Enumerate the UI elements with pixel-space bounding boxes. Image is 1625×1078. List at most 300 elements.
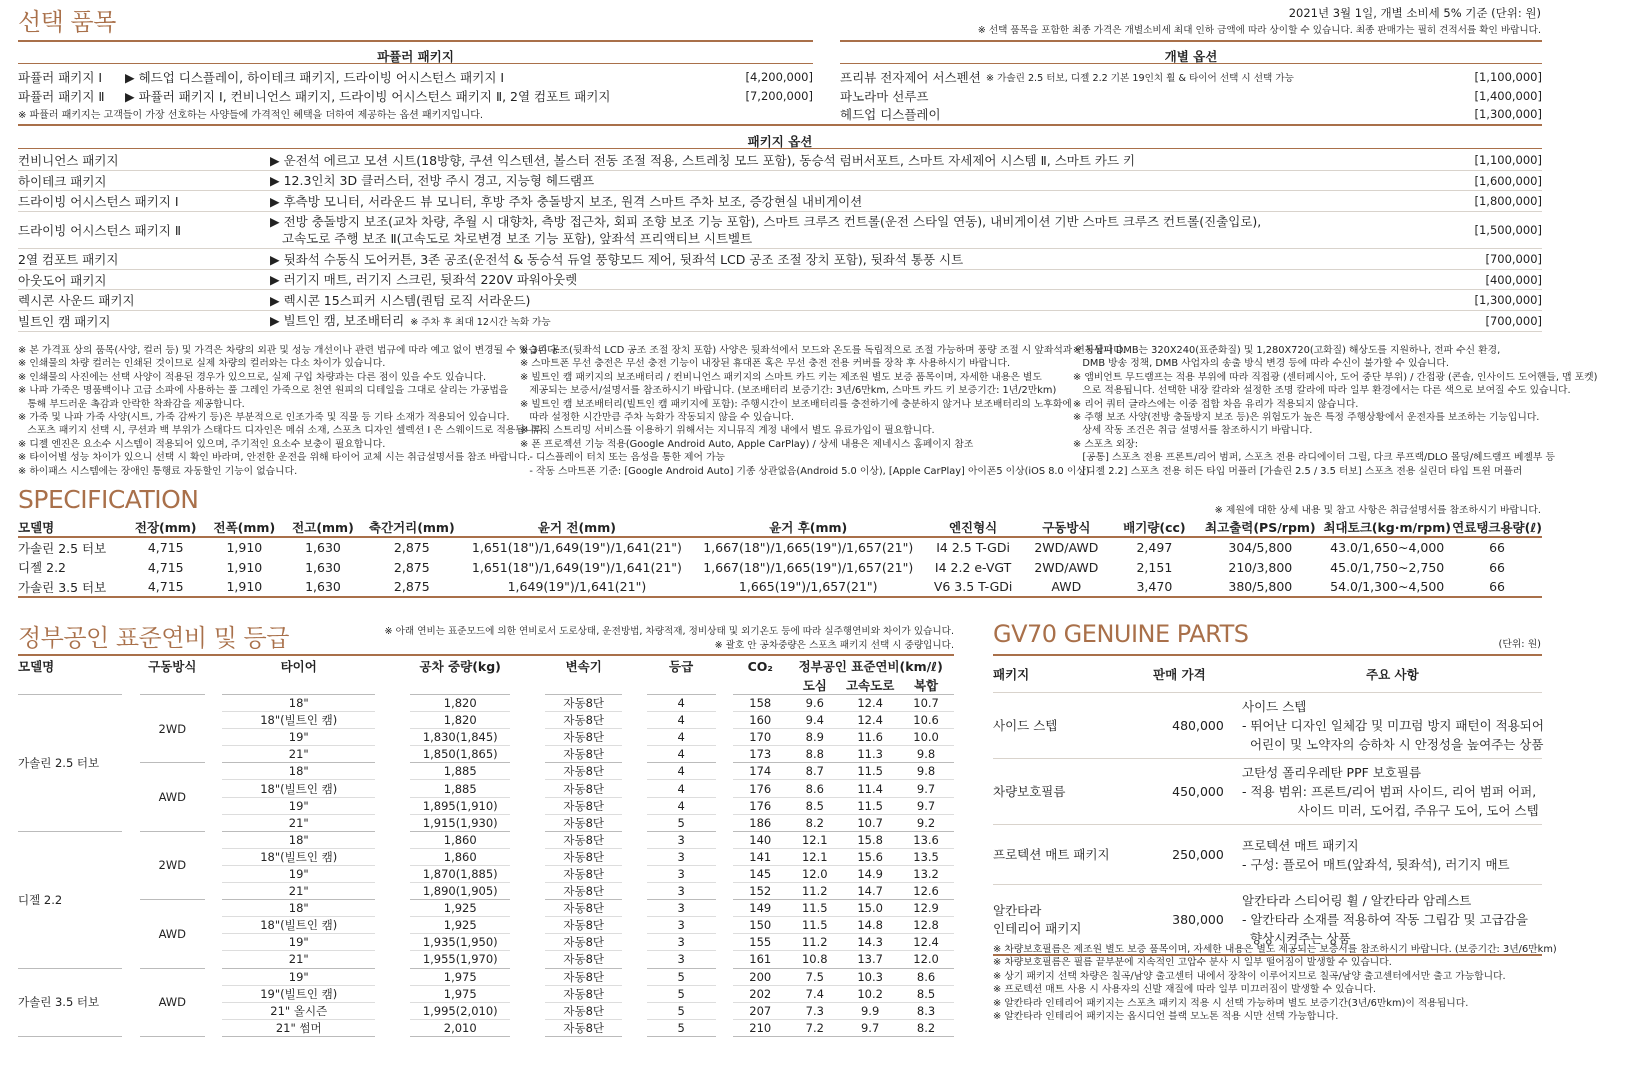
fuel-cell: 4 [647,780,716,797]
spec-header: 윤거 전(mm) [461,517,692,537]
fuel-cell: 3 [647,917,716,934]
spec-cell: 가솔린 3.5 터보 [18,577,126,597]
fuel-cell: 12.6 [898,883,954,900]
note-line: ※ 스포츠 외장: [1073,438,1139,450]
fuel-cell: 자동8단 [545,917,622,934]
notice-line: ※ 선택 품목을 포함한 최종 가격은 개별소비세 최대 인하 금액에 따라 상이할 수 있습니다. 최종 판매가는 필히 견적서를 확인 바랍니다. [977,25,1541,36]
package-price: [700,000] [1485,314,1542,328]
package-price: [1,300,000] [1474,293,1542,307]
package-desc-text: ▶ 전방 충돌방지 보조(교차 차량, 추월 시 대향차, 측방 접근차, 회피 조향 보조 기능 포함), 스마트 크루즈 컨트롤(운전 스타일 연동), 내비게이션 기반 스마트 크루즈 컨트롤(진출입로), [270,214,1262,229]
fuel-cell: 18" [222,763,375,780]
parts-row [993,758,1542,824]
fuel-cell: 8.3 [898,1002,954,1019]
fuel-cell: 12.4 [842,695,898,712]
fuel-cell: 8.5 [787,797,842,814]
fuel-cell: 9.8 [898,763,954,780]
fuel-cell: 7.3 [787,1002,842,1019]
parts-name [993,825,1143,884]
parts-header: 주요 사항 [1366,667,1419,682]
fuel-cell: 자동8단 [545,900,622,917]
spec-cell: V6 3.5 T-GDi [924,577,1022,597]
fuel-cell: 9.6 [787,695,842,712]
fuel-cell: 1,975 [410,985,510,1002]
package-desc-line [270,271,577,288]
individual-header: 개별 옵션 [1164,49,1218,64]
popular-desc: ▶ 헤드업 디스플레이, 하이테크 패키지, 드라이빙 어시스턴스 패키지 Ⅰ [125,69,505,85]
note-line: - 작동 스마트폰 기준: [Google Android Auto] 기종 상관없음(Android 5.0 이상), [Apple CarPlay] 아이폰5 이상(iOS 8.0 이상) [520,465,1090,477]
fuel-cell: 11.2 [787,883,842,900]
note-line: ※ 하이패스 시스템에는 장애인 통행료 자동할인 기능이 없습니다. [18,465,298,477]
fuel-note2: ※ 괄호 안 공차중량은 스포츠 패키지 선택 시 중량입니다. [714,640,954,651]
package-name: 드라이빙 어시스턴스 패키지 Ⅱ [18,223,181,238]
notes-col1 [18,344,560,478]
parts-name-line: 프로텍션 매트 패키지 [993,846,1110,862]
spec-cell: 45.0/1,750~2,750 [1330,559,1445,575]
fuel-cell: 12.0 [787,865,842,882]
spec-header: 전폭(mm) [205,517,284,537]
fuel-cell: 8.9 [787,729,842,746]
package-header-bar [18,124,1542,149]
fuel-cell: 9.4 [787,712,842,729]
fuel-cell: 8.7 [787,763,842,780]
popular-price: [7,200,000] [745,88,813,103]
package-name: 하이테크 패키지 [18,173,107,189]
fuel-cell: 13.7 [842,951,898,968]
fuel-cell: 210 [733,1019,787,1036]
spec-cell: 2,151 [1136,559,1173,575]
fuel-cell: 152 [733,883,787,900]
individual-row [840,67,1542,86]
fuel-cell: 21" 썸머 [222,1019,375,1036]
note-line: DMB 방송 정책, DMB 사업자의 송출 방식 변경 등에 따라 수신이 불가할 수 있습니다. [1073,358,1449,370]
fuel-cell: 10.0 [898,729,954,746]
fuel-cell: 자동8단 [545,968,622,985]
spec-header: 전장(mm) [126,517,205,537]
fuel-drive: AWD [140,763,205,831]
fuel-cell: 176 [733,780,787,797]
parts-name-line: 사이드 스텝 [993,717,1058,733]
fuel-cell: 자동8단 [545,1002,622,1019]
fuel-cell: 186 [733,814,787,831]
fuel-cell: 3 [647,934,716,951]
fuel-cell: 145 [733,865,787,882]
spec-cell: 4,715 [147,540,184,555]
divider [18,63,813,64]
fuel-cell: 8.8 [787,746,842,763]
fuel-cell: 18" [222,831,375,848]
spec-cell: 1,630 [305,559,341,575]
spec-cell: 2,875 [393,540,430,555]
spec-cell: 1,910 [226,559,263,575]
package-desc [270,191,862,211]
spec-header: 최고출력(PS/rpm) [1198,517,1322,537]
spec-row [18,557,1542,577]
individual-name: 파노라마 선루프 [840,88,929,104]
note-line: ※ 폰 프로젝션 기능 적용(Google Android Auto, Apple CarPlay) / 상세 내용은 제네시스 홈페이지 참조 [520,438,974,450]
package-desc-line [270,292,530,309]
fuel-cell: 176 [733,797,787,814]
fuel-table [18,656,954,1037]
fuel-cell: 자동8단 [545,763,622,780]
parts-desc-line: 알칸타라 스티어링 휠 / 알칸타라 암레스트 [1242,893,1472,908]
parts-desc-line: 프로텍션 매트 패키지 [1242,837,1359,853]
fuel-cell: 자동8단 [545,797,622,814]
fuel-row [18,695,954,712]
fuel-cell: 1,925 [410,900,510,917]
fuel-cell: 18"(빌트인 캠) [222,917,375,934]
fuel-cell: 10.8 [787,951,842,968]
fuel-sub-header: 복합 [898,676,954,695]
fuel-cell: 자동8단 [545,934,622,951]
note-line: ※ 스마트폰 무선 충전은 무선 충전 기능이 내장된 휴대폰 혹은 무선 충전 전용 커버를 장착 후 사용하시기 바랍니다. [520,358,1011,370]
fuel-cell: 10.6 [898,712,954,729]
spec-cell: 66 [1489,559,1506,575]
fuel-cell: 자동8단 [545,831,622,848]
note-line: ※ 앰비언트 무드램프는 적용 부위에 따라 직접광 (센터페시아, 도어 중단 부위) / 간접광 (콘솔, 인사이드 도어핸들, 맵 포켓) [1073,371,1598,383]
note-line: ※ 차량보호필름은 제조원 별도 보증 품목이며, 자세한 내용은 별도 제공되는 보증서를 참조하시기 바랍니다. (보증기간: 3년/6만km) [993,944,1557,955]
package-desc [270,249,963,269]
fuel-cell: 10.3 [842,968,898,985]
fuel-cell: 14.3 [842,934,898,951]
spec-header: 축간거리(mm) [362,517,461,537]
spec-row [18,577,1542,597]
parts-header-row [993,656,1542,692]
fuel-cell: 1,895(1,910) [410,797,510,814]
package-desc-line [270,193,862,210]
spec-cell: 210/3,800 [1228,559,1293,575]
fuel-cell: 1,885 [410,780,510,797]
spec-cell: 2WD/AWD [1034,559,1099,575]
fuel-cell: 8.2 [898,1019,954,1036]
spec-cell: 54.0/1,300~4,500 [1322,577,1452,597]
popular-row [18,86,813,105]
fuel-cell: 12.1 [787,848,842,865]
individual-note: ※ 가솔린 2.5 터보, 디젤 2.2 기본 19인치 휠 & 타이어 선택 시 선택 가능 [986,72,1294,84]
fuel-model: 가솔린 2.5 터보 [18,695,122,832]
fuel-cell: 19" [222,797,375,814]
fuel-cell: 2,010 [410,1019,510,1036]
fuel-row [18,900,954,917]
package-desc-text: ▶ 러기지 매트, 러기지 스크린, 뒷좌석 220V 파워아웃렛 [270,272,578,287]
fuel-cell: 202 [733,985,787,1002]
parts-desc-line: - 뛰어난 디자인 일체감 및 미끄럼 방지 패턴이 적용되어 [1242,718,1544,733]
fuel-cell: 4 [647,746,716,763]
spec-cell: 4,715 [126,577,205,597]
fuel-cell: 14.7 [842,883,898,900]
fuel-cell: 1,850(1,865) [410,746,510,763]
fuel-cell: 1,935(1,950) [410,934,510,951]
fuel-cell: 자동8단 [545,746,622,763]
spec-cell: 304/5,800 [1228,540,1293,555]
fuel-cell: 19" [222,934,375,951]
parts-desc [1242,759,1539,824]
note-line: ※ 나파 가죽은 명품백이나 고급 소파에 사용하는 풀 그레인 가죽으로 천연 원피의 디테일을 그대로 살리는 가공법을 [18,385,509,397]
spec-cell: 4,715 [147,559,184,575]
package-price: [400,000] [1485,272,1542,287]
fuel-cell: 11.4 [842,780,898,797]
spec-cell: 1,630 [305,540,341,555]
note-line: ※ 리어 쿼터 글라스에는 이중 접합 차음 유리가 적용되지 않습니다. [1073,398,1359,410]
spec-cell: I4 2.2 e-VGT [934,559,1012,575]
parts-name-line: 알칸타라 [993,902,1042,918]
fuel-title: 정부공인 표준연비 및 등급 [18,624,289,652]
fuel-header: 타이어 [280,659,317,674]
notes-col2 [520,344,1126,478]
fuel-cell: 200 [733,968,787,985]
fuel-cell: 12.4 [898,934,954,951]
fuel-header: 공차 중량(kg) [419,659,501,674]
spec-table [18,517,1542,598]
package-row [18,249,1542,270]
fuel-drive: 2WD [140,695,205,763]
parts-name [993,759,1143,824]
spec-cell: 1,910 [205,577,284,597]
fuel-cell: 11.2 [787,934,842,951]
fuel-cell: 11.3 [842,746,898,763]
popular-name: 파퓰러 패키지 Ⅰ [18,69,103,85]
note-line: 따라 설정한 시간만큼 주차 녹화가 작동되지 않을 수 있습니다. [520,412,794,424]
package-desc-text: ▶ 빌트인 캠, 보조배터리 [270,312,405,328]
package-desc-text: ▶ 12.3인치 3D 클러스터, 전방 주시 경고, 지능형 헤드램프 [270,173,595,188]
package-row [18,212,1542,249]
fuel-cell: 3 [647,848,716,865]
popular-name: 파퓰러 패키지 Ⅱ [18,88,105,104]
fuel-cell: 174 [733,763,787,780]
package-desc [270,311,551,331]
spec-cell: 2,875 [362,577,461,597]
fuel-cell: 170 [733,729,787,746]
spec-header: 엔진형식 [924,517,1022,537]
spec-cell: 66 [1489,540,1506,555]
spec-header: 모델명 [18,517,126,537]
fuel-header: 모델명 [18,659,55,674]
individual-row [840,86,1542,105]
fuel-cell: 14.9 [842,865,898,882]
note-line: 스포츠 패키지 선택 시, 쿠션과 백 부위가 스태다드 디자인은 메쉬 소재, 스포츠 디자인 셀렉션 Ⅰ 은 스웨이드로 적용됩니다. [18,425,547,437]
fuel-header: 등급 [669,659,694,674]
note-line: ※ 타이어별 성능 차이가 있으니 선택 시 확인 바라며, 안전한 운전을 위해 타이어 교체 시는 취급설명서를 참조 바랍니다. [18,452,531,464]
package-desc [270,270,577,289]
note-line: ※ 지상파 DMB는 320X240(표준화질) 및 1,280X720(고화질) 해상도를 지원하나, 전파 수신 환경, [1073,345,1501,356]
package-name: 컨비니언스 패키지 [18,153,119,168]
spec-header: 전고(mm) [284,517,363,537]
spec-cell: 2,875 [393,559,430,575]
fuel-cell: 21" 올시즌 [222,1002,375,1019]
note-line: ※ 3존 공조(뒷좌석 LCD 공조 조절 장치 포함) 사양은 뒷좌석에서 모드와 온도를 독립적으로 조절 가능하며 풍량 조절 시 앞좌석과 연동됩니다. [520,345,1126,356]
package-name: 2열 컴포트 패키지 [18,252,119,267]
parts-desc [1242,825,1510,884]
fuel-cell: 4 [647,763,716,780]
popular-row [18,67,813,86]
spec-cell: 380/5,800 [1198,577,1322,597]
note-line: [공통] 스포츠 전용 프론트/리어 범퍼, 스포츠 전용 라디에이터 그릴, 다크 루프랙/DLO 몰딩/헤드램프 베젤부 등 [1073,452,1555,464]
spec-cell: 1,910 [226,540,263,555]
fuel-cell: 5 [647,985,716,1002]
fuel-cell: 7.2 [787,1019,842,1036]
fuel-cell: 10.2 [842,985,898,1002]
note-line: 제공되는 보증서/설명서를 참조하시기 바랍니다. (보조배터리 보증기간: 3년/6만km, 스마트 카드 키 보증기간: 1년/2만km) [520,385,1057,397]
fuel-cell: 9.7 [898,780,954,797]
spec-cell: AWD [1022,577,1110,597]
fuel-cell: 3 [647,865,716,882]
parts-price: 480,000 [1172,718,1224,733]
individual-price: [1,300,000] [1474,106,1542,121]
note-line: ※ 알칸타라 인테리어 패키지는 스포츠 패키지 적용 시 선택 가능하며 별도 보증기간(3년/6만km)이 적용됩니다. [993,997,1469,1009]
package-name: 렉시콘 사운드 패키지 [18,293,135,308]
fuel-cell: 9.7 [842,1019,898,1036]
fuel-cell: 1,995(2,010) [410,1002,510,1019]
popular-desc: ▶ 파퓰러 패키지 Ⅰ, 컨비니언스 패키지, 드라이빙 어시스턴스 패키지 Ⅱ, 2열 컴포트 패키지 [125,88,611,104]
fuel-cell: 4 [647,695,716,712]
fuel-cell: 8.6 [898,968,954,985]
parts-row [993,692,1542,758]
fuel-cell: 149 [733,900,787,917]
package-desc-line [270,172,594,189]
fuel-cell: 12.1 [787,831,842,848]
fuel-cell: 11.5 [842,763,898,780]
note-line: ※ 프로텍션 매트 사용 시 사용자의 신발 재질에 따라 일부 미끄러짐이 발생할 수 있습니다. [993,984,1377,996]
fuel-cell: 140 [733,831,787,848]
fuel-cell: 7.5 [787,968,842,985]
package-name: 빌트인 캠 패키지 [18,314,111,329]
fuel-header: 정부공인 표준연비(km/ℓ) [798,659,943,674]
fuel-cell: 1,870(1,885) [410,865,510,882]
date-line: 2021년 3월 1일, 개별 소비세 5% 기준 (단위: 원) [1288,6,1541,20]
individual-row [840,104,1542,123]
spec-cell: 1,651(18")/1,649(19")/1,641(21") [471,559,682,575]
fuel-cell: 19" [222,968,375,985]
note-line: ※ 인쇄물의 차량 컬러는 인쇄된 것이므로 실제 차량의 컬러와는 다소 차이가 있습니다. [18,358,386,370]
fuel-cell: 5 [647,1002,716,1019]
package-price: [1,100,000] [1474,153,1542,167]
fuel-cell: 11.5 [787,900,842,917]
spec-cell: 66 [1452,577,1542,597]
spec-cell: 가솔린 2.5 터보 [18,540,107,556]
parts-name-line: 차량보호필름 [993,783,1066,799]
individual-name: 프리뷰 전자제어 서스펜션 [840,69,981,85]
fuel-cell: 207 [733,1002,787,1019]
fuel-cell: 1,885 [410,763,510,780]
fuel-sub-header: 고속도로 [842,676,898,695]
fuel-cell: 5 [647,968,716,985]
package-name: 드라이빙 어시스턴스 패키지 Ⅰ [18,194,179,209]
package-row [18,171,1542,191]
fuel-drive: AWD [140,968,205,1036]
package-desc [270,212,1261,248]
note-line: ※ 차량보호필름은 필름 끝부분에 지속적인 고압수 분사 시 일부 떨어짐이 발생할 수 있습니다. [993,957,1392,969]
parts-row [993,824,1542,884]
fuel-cell: 자동8단 [545,695,622,712]
fuel-cell: 9.8 [898,746,954,763]
note-line: ※ 가죽 및 나파 가죽 사양(시트, 가죽 감싸기 등)은 부분적으로 인조가죽 및 직물 등 기타 소재가 적용되어 있습니다. [18,412,510,424]
fuel-cell: 1,820 [410,695,510,712]
fuel-cell: 19"(빌트인 캠) [222,985,375,1002]
fuel-cell: 1,820 [410,712,510,729]
spec-cell: 1,630 [284,577,363,597]
parts-notes [993,943,1557,1023]
note-line: ※ 알칸타라 인테리어 패키지는 옵시디언 블랙 모노톤 적용 시만 선택 가능합니다. [993,1011,1339,1023]
parts-desc-line: 고탄성 폴리우레탄 PPF 보호필름 [1242,765,1422,780]
note-line: 으로 적용됩니다. 선택한 내장 칼라와 설정한 조명 칼라에 따라 일부 환경에서는 다른 색으로 보여질 수도 있습니다. [1073,385,1571,397]
fuel-cell: 12.4 [842,712,898,729]
parts-desc-line: 어린이 및 노약자의 승하차 시 안정성을 높여주는 상품 [1242,737,1544,752]
package-row [18,270,1542,290]
fuel-cell: 3 [647,831,716,848]
package-row [18,191,1542,212]
fuel-cell: 10.7 [842,814,898,831]
note-line: ※ 디젤 엔진은 요소수 시스템이 적용되어 있으며, 주기적인 요소수 보충이 필요합니다. [18,438,386,450]
fuel-cell: 15.6 [842,848,898,865]
spec-cell: 3,470 [1110,577,1198,597]
parts-price: 450,000 [1172,784,1224,799]
fuel-cell: 15.8 [842,831,898,848]
notes-col3 [1073,344,1597,478]
parts-desc-line: 사이드 스텝 [1242,699,1307,714]
fuel-cell: 1,860 [410,831,510,848]
parts-desc-line: 향상시켜주는 상품 [1242,931,1351,946]
fuel-model: 디젤 2.2 [18,831,122,968]
package-desc-text: ▶ 렉시콘 15스피커 시스템(퀀텀 로직 서라운드) [270,292,531,308]
individual-price: [1,400,000] [1474,88,1542,103]
fuel-cell: 8.5 [898,985,954,1002]
fuel-cell: 1,830(1,845) [410,729,510,746]
parts-price: 250,000 [1172,847,1224,862]
note-line: ※ 상기 패키지 선택 차량은 칠곡/남양 출고센터 내에서 장착이 이루어지므로 칠곡/남양 출고센터에서만 출고 가능합니다. [993,970,1506,982]
fuel-cell: 1,975 [410,968,510,985]
spec-header: 연료탱크용량(ℓ) [1452,517,1542,537]
fuel-cell: 150 [733,917,787,934]
parts-price: 380,000 [1172,912,1224,927]
fuel-cell: 141 [733,848,787,865]
fuel-cell: 13.6 [898,831,954,848]
parts-header: 패키지 [993,667,1030,682]
parts-table-wrap [993,654,1544,946]
package-desc [270,171,594,190]
popular-price: [4,200,000] [745,69,813,84]
package-desc-line [270,152,1135,169]
popular-header: 파퓰러 패키지 [377,49,454,64]
spec-cell: 43.0/1,650~4,000 [1330,540,1445,555]
fuel-cell: 자동8단 [545,712,622,729]
fuel-drive: 2WD [140,831,205,899]
fuel-sub-header: 도심 [787,676,842,695]
fuel-row [18,763,954,780]
package-desc-line [270,251,963,268]
note-line: ※ 본 가격표 상의 품목(사양, 컬러 등) 및 가격은 차량의 외관 및 성능 개선이나 관련 법규에 따라 예고 없이 변경될 수 있습니다. [18,345,560,356]
fuel-cell: 21" [222,814,375,831]
fuel-cell: 160 [733,712,787,729]
fuel-cell: 173 [733,746,787,763]
fuel-cell: 12.9 [898,900,954,917]
package-row [18,311,1542,332]
fuel-cell: 12.0 [898,951,954,968]
fuel-cell: 8.6 [787,780,842,797]
parts-desc-line: - 알칸타라 소재를 적용하여 작동 그립감 및 고급감을 [1242,912,1528,927]
package-name: 아웃도어 패키지 [18,272,107,288]
spec-note: ※ 제원에 대한 상세 내용 및 참고 사항은 취급설명서를 참조하시기 바랍니다. [1214,505,1541,516]
fuel-cell: 자동8단 [545,865,622,882]
package-desc [270,150,1135,170]
spec-title: SPECIFICATION [18,485,199,514]
fuel-cell: 18" [222,900,375,917]
package-price: [1,600,000] [1474,173,1542,188]
fuel-cell: 1,890(1,905) [410,883,510,900]
package-price: [1,800,000] [1474,194,1542,208]
fuel-cell: 5 [647,814,716,831]
parts-name-line: 인테리어 패키지 [993,920,1082,936]
fuel-cell: 4 [647,797,716,814]
fuel-cell: 21" [222,746,375,763]
